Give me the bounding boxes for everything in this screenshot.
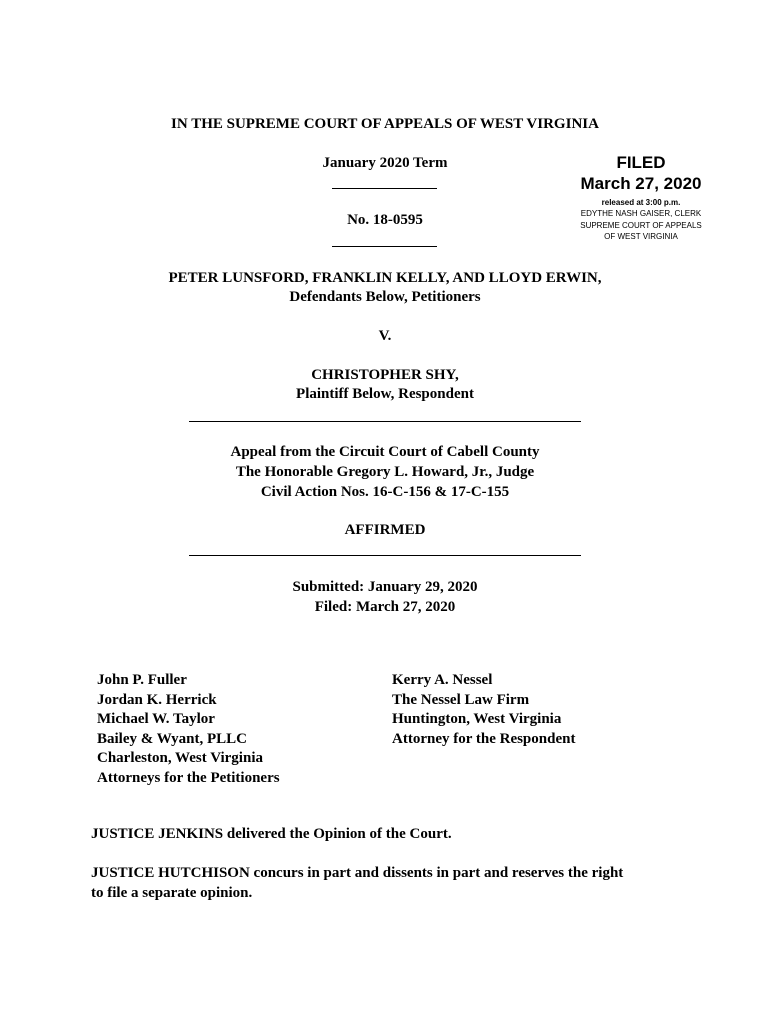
clerk-name: EDYTHE NASH GAISER, CLERK (580, 209, 702, 218)
divider-long (189, 421, 581, 422)
opinion-author: JUSTICE JENKINS delivered the Opinion of the Court. (91, 826, 452, 842)
petitioners: PETER LUNSFORD, FRANKLIN KELLY, AND LLOYD ERWIN, (168, 270, 602, 286)
counsel-line: Kerry A. Nessel (392, 672, 493, 688)
petitioners-counsel (97, 671, 367, 788)
divider-short (332, 188, 437, 189)
counsel-line: John P. Fuller (97, 672, 187, 688)
stamp-court-line1: SUPREME COURT OF APPEALS (580, 220, 702, 230)
counsel-line: Charleston, West Virginia (97, 750, 263, 766)
divider-long (189, 555, 581, 556)
appeal-line2: The Honorable Gregory L. Howard, Jr., Judge (235, 464, 535, 480)
appeal-line3: Civil Action Nos. 16-C-156 & 17-C-155 (260, 484, 510, 500)
submitted-date: Submitted: January 29, 2020 (292, 579, 478, 595)
filed-date-line: Filed: March 27, 2020 (314, 599, 456, 615)
counsel-line: Bailey & Wyant, PLLC (97, 730, 248, 747)
filed-date: March 27, 2020 (580, 174, 702, 193)
counsel-line: Jordan K. Herrick (97, 691, 217, 708)
divider-short (332, 246, 437, 247)
term: January 2020 Term (322, 155, 448, 171)
respondent: CHRISTOPHER SHY, (311, 367, 459, 383)
concurrence-line1: JUSTICE HUTCHISON concurs in part and dissents in part and reserves the right (91, 865, 624, 881)
respondent-role: Plaintiff Below, Respondent (296, 386, 474, 402)
appeal-line1: Appeal from the Circuit Court of Cabell County (230, 444, 540, 460)
counsel-line: Attorney for the Respondent (392, 730, 576, 747)
counsel-line: Huntington, West Virginia (392, 711, 562, 727)
filed-label: FILED (616, 153, 666, 172)
counsel-line: The Nessel Law Firm (392, 691, 530, 708)
petitioners-role: Defendants Below, Petitioners (289, 289, 481, 305)
versus: V. (378, 328, 392, 344)
filed-stamp (566, 152, 716, 243)
stamp-court-line2: OF WEST VIRGINIA (604, 232, 678, 241)
respondent-counsel (392, 671, 672, 749)
court-title: IN THE SUPREME COURT OF APPEALS OF WEST VIRGINIA (171, 116, 599, 132)
released-time: released at 3:00 p.m. (601, 198, 681, 207)
counsel-line: Attorneys for the Petitioners (97, 769, 280, 786)
docket-number: No. 18-0595 (347, 212, 423, 228)
counsel-line: Michael W. Taylor (97, 711, 215, 727)
concurrence-line2: to file a separate opinion. (91, 885, 253, 901)
disposition: AFFIRMED (344, 522, 426, 538)
